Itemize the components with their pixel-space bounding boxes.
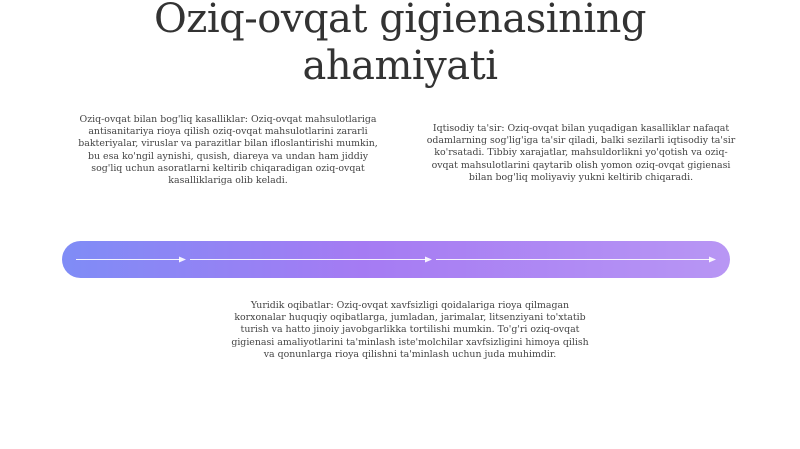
timeline-bar (62, 241, 730, 278)
health-text: Oziq-ovqat bilan bog'liq kasalliklar: Oziq-ovqat mahsulotlariga antisanitariya rioya qilish oziq-ovqat mahsulotlarini zararli bakteriyalar, viruslar va parazitlar bilan ifloslantirishi mumkin, bu esa ko'ngil aynishi, qusish, diareya va undan ham jiddiy sog'liq uchun asoratlarni keltirib chiqaradigan oziq-ovqat kasalliklariga olib keladi. (78, 114, 378, 187)
slide-title: Oziq-ovqat gigienasining ahamiyati (153, 0, 647, 89)
economic-text: Iqtisodiy ta'sir: Oziq-ovqat bilan yuqadigan kasalliklar nafaqat odamlarning sog'lig'iga ta'sir qiladi, balki sezilarli iqtisodiy ta'sir ko'rsatadi. Tibbiy xarajatlar, mahsuldorlikni yo'qotish va oziq-ovqat mahsulotlarini qaytarib olish yomon oziq-ovqat gigienasi bilan bog'liq moliyaviy yukni keltirib chiqaradi. (426, 123, 736, 183)
legal-text: Yuridik oqibatlar: Oziq-ovqat xavfsizligi qoidalariga rioya qilmagan korxonalar huquqiy oqibatlarga, jumladan, jarimalar, litsenziyani to'xtatib turish va hatto jinoiy javobgarlikka tortilishi mumkin. To'g'ri oziq-ovqat gigienasi amaliyotlarini ta'minlash iste'molchilar xavfsizligini himoya qilish va qonunlarga rioya qilishni ta'minlash uchun juda muhimdir. (231, 300, 589, 360)
timeline-svg (62, 241, 730, 278)
